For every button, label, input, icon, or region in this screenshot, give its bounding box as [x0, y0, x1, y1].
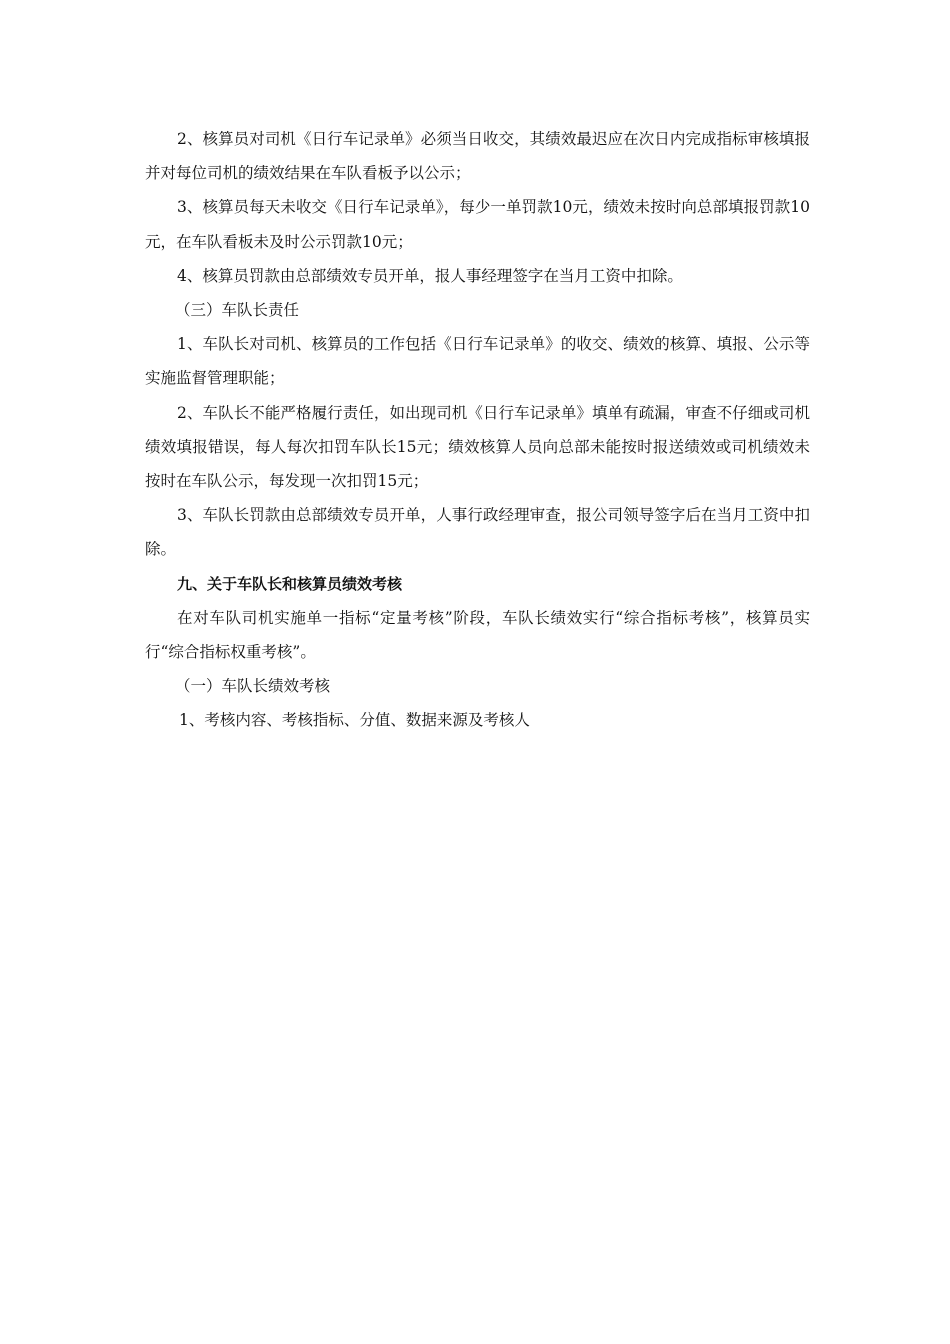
paragraph-leader-supervision: 1、车队长对司机、核算员的工作包括《日行车记录单》的收交、绩效的核算、填报、公示等实施监督管理职能； — [145, 335, 810, 388]
paragraph-leader-fine-deduction: 3、车队长罚款由总部绩效专员开单，人事行政经理审查，报公司领导签字后在当月工资中扣除。 — [145, 506, 810, 559]
paragraph-leader-penalty: 2、车队长不能严格履行责任，如出现司机《日行车记录单》填单有疏漏，审查不仔细或司机绩效填报错误，每人每次扣罚车队长15元；绩效核算人员向总部未能按时报送绩效或司机绩效未按时在车队公示，每发现一次扣罚15元； — [145, 403, 810, 491]
subsection-title-leader-assessment: （一）车队长绩效考核 — [175, 677, 331, 696]
paragraph-accountant-fine-deduction: 4、核算员罚款由总部绩效专员开单，报人事经理签字在当月工资中扣除。 — [177, 266, 683, 285]
paragraph-accountant-fines: 3、核算员每天未收交《日行车记录单》，每少一单罚款10元，绩效未按时向总部填报罚款10元，在车队看板未及时公示罚款10元； — [145, 198, 810, 251]
paragraph-assessment-intro: 在对车队司机实施单一指标“定量考核”阶段，车队长绩效实行“综合指标考核”，核算员实行“综合指标权重考核”。 — [145, 608, 810, 662]
paragraph-assessment-items: 1、考核内容、考核指标、分值、数据来源及考核人 — [179, 711, 530, 730]
section-heading-performance-assessment: 九、关于车队长和核算员绩效考核 — [177, 574, 403, 593]
subsection-title-team-leader-duty: （三）车队长责任 — [175, 301, 300, 320]
document-body — [145, 122, 810, 738]
paragraph-accountant-collection: 2、核算员对司机《日行车记录单》必须当日收交，其绩效最迟应在次日内完成指标审核填报并对每位司机的绩效结果在车队看板予以公示； — [145, 130, 810, 183]
